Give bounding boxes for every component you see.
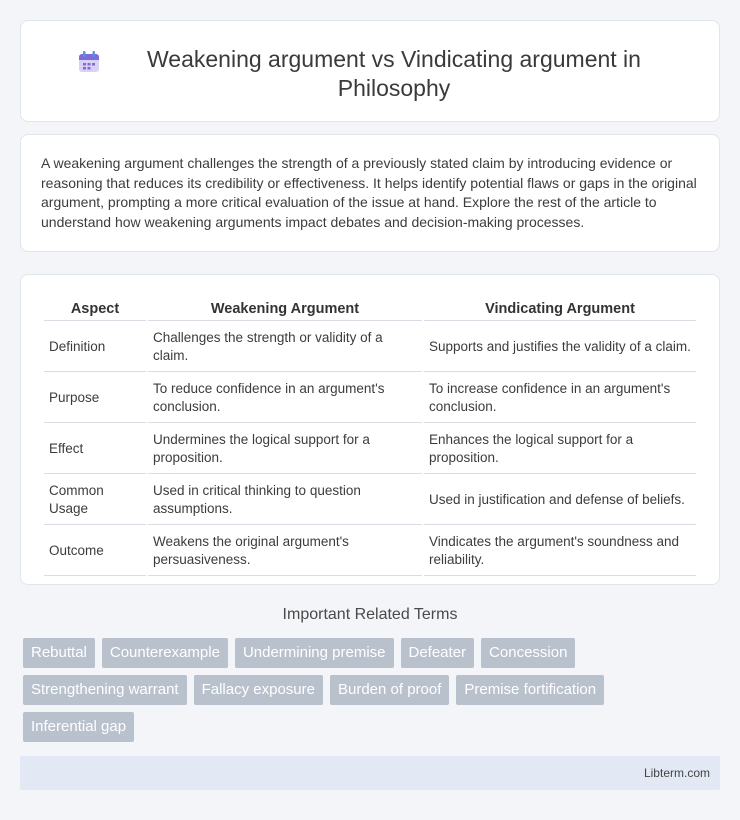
header-weakening: Weakening Argument [148,297,422,321]
related-terms-title: Important Related Terms [282,606,458,623]
footer-site-link[interactable]: Libterm.com [643,766,710,780]
row-weakening: To reduce confidence in an argument's conclusion. [148,374,422,423]
related-term-tag[interactable]: Inferential gap [23,712,134,742]
row-vindicating: Used in justification and defense of beliefs. [424,476,696,525]
page-title: Weakening argument vs Vindicating argument in Philosophy [147,46,641,101]
table-header-row [44,297,696,321]
related-term-tag[interactable]: Fallacy exposure [194,675,323,705]
table-row [44,425,696,474]
row-vindicating: Supports and justifies the validity of a claim. [424,323,696,372]
header-vindicating: Vindicating Argument [424,297,696,321]
related-term-tag[interactable]: Rebuttal [23,638,95,668]
table-row [44,527,696,576]
comparison-table [42,295,698,578]
row-aspect: Purpose [44,374,146,423]
row-aspect: Effect [44,425,146,474]
table-row [44,476,696,525]
intro-paragraph: A weakening argument challenges the strength of a previously stated claim by introducing evidence or reasoning that reduces its credibility or effectiveness. It helps identify potential flaws or gaps in the original argument, prompting a more critical evaluation of the issue at hand. Explore the rest of the article to understand how weakening arguments impact debates and decision-making processes. [41,155,697,230]
row-weakening: Undermines the logical support for a proposition. [148,425,422,474]
related-term-tag[interactable]: Defeater [401,638,475,668]
related-terms-list [23,638,703,742]
row-aspect: Common Usage [44,476,146,525]
header-aspect: Aspect [44,297,146,321]
title-card [20,20,720,122]
related-term-tag[interactable]: Counterexample [102,638,228,668]
calendar-icon [76,49,102,75]
related-term-tag[interactable]: Burden of proof [330,675,449,705]
row-vindicating: Enhances the logical support for a proposition. [424,425,696,474]
table-row [44,323,696,372]
row-aspect: Outcome [44,527,146,576]
intro-card [20,134,720,252]
row-vindicating: Vindicates the argument's soundness and reliability. [424,527,696,576]
row-weakening: Challenges the strength or validity of a claim. [148,323,422,372]
comparison-table-card [20,274,720,585]
related-term-tag[interactable]: Premise fortification [456,675,604,705]
related-term-tag[interactable]: Undermining premise [235,638,394,668]
row-weakening: Weakens the original argument's persuasiveness. [148,527,422,576]
row-vindicating: To increase confidence in an argument's conclusion. [424,374,696,423]
related-term-tag[interactable]: Strengthening warrant [23,675,187,705]
row-aspect: Definition [44,323,146,372]
table-row [44,374,696,423]
row-weakening: Used in critical thinking to question assumptions. [148,476,422,525]
related-term-tag[interactable]: Concession [481,638,575,668]
footer [20,756,720,790]
